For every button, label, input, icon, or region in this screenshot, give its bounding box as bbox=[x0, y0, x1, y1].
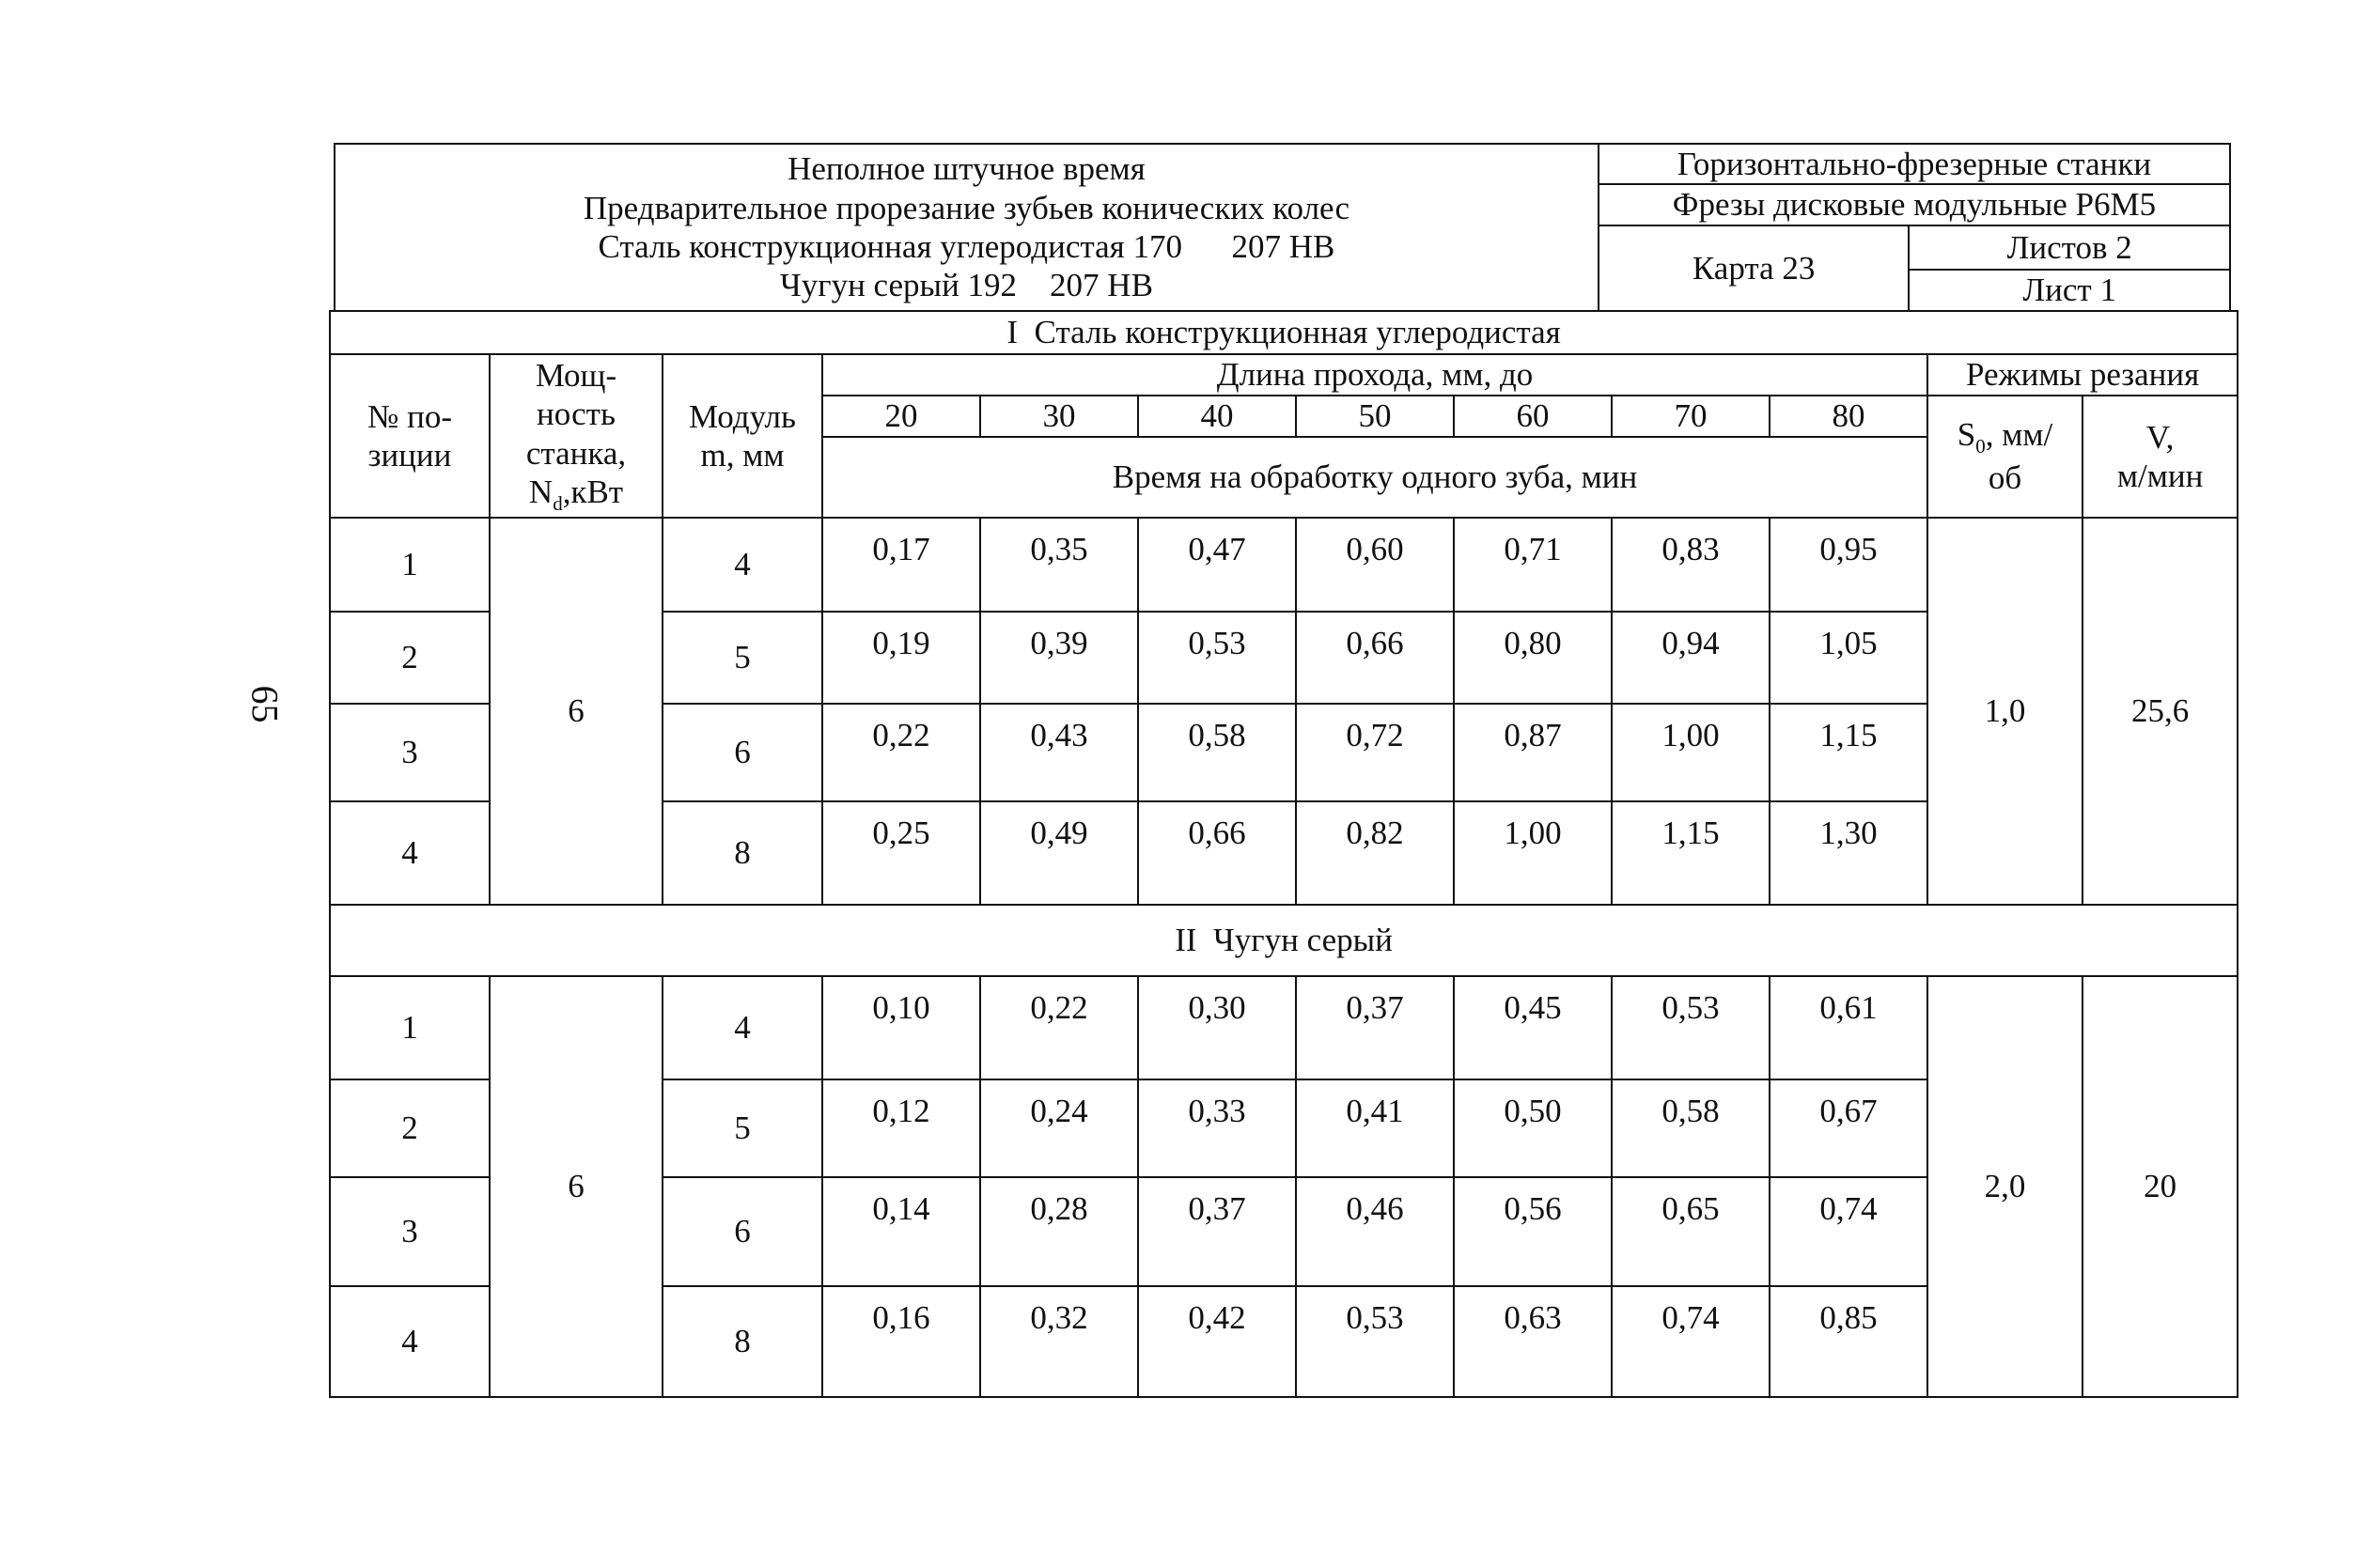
time-cell: 1,15 bbox=[1770, 704, 1927, 801]
length-value: 30 bbox=[980, 396, 1138, 437]
unit-symbol: N bbox=[528, 474, 554, 511]
length-value: 20 bbox=[822, 396, 980, 437]
time-cell: 0,60 bbox=[1296, 518, 1454, 612]
time-cell: 1,30 bbox=[1770, 801, 1927, 905]
col-header-time: Время на обработку одного зуба, мин bbox=[822, 437, 1927, 518]
title-line: Сталь конструкционная углеродистая 170 207 НВ bbox=[598, 228, 1335, 265]
power-cell: 6 bbox=[490, 518, 663, 905]
module-cell: 6 bbox=[663, 704, 822, 801]
document-title bbox=[335, 144, 1599, 311]
unit-subscript: d bbox=[553, 492, 563, 516]
sheets-total: Листов 2 bbox=[1909, 225, 2230, 270]
col-header-feed bbox=[1927, 396, 2082, 518]
position-cell: 4 bbox=[330, 1286, 490, 1397]
time-cell: 1,15 bbox=[1612, 801, 1770, 905]
time-cell: 0,30 bbox=[1138, 976, 1296, 1079]
time-cell: 1,05 bbox=[1770, 612, 1927, 704]
speed-cell: 25,6 bbox=[2082, 518, 2238, 905]
time-cell: 0,82 bbox=[1296, 801, 1454, 905]
time-cell: 0,28 bbox=[980, 1177, 1138, 1286]
col-header-module: Модуль m, мм bbox=[663, 354, 822, 518]
unit-text: ,кВт bbox=[562, 474, 624, 511]
time-cell: 0,35 bbox=[980, 518, 1138, 612]
time-cell: 0,87 bbox=[1454, 704, 1612, 801]
module-cell: 8 bbox=[663, 801, 822, 905]
section-title-steel: I Сталь конструкционная углеродистая bbox=[330, 311, 2238, 354]
module-cell: 5 bbox=[663, 612, 822, 704]
col-header-power bbox=[490, 354, 663, 518]
title-line: Неполное штучное время bbox=[788, 150, 1146, 188]
time-cell: 0,14 bbox=[822, 1177, 980, 1286]
time-cell: 0,53 bbox=[1138, 612, 1296, 704]
time-cell: 0,47 bbox=[1138, 518, 1296, 612]
time-cell: 0,43 bbox=[980, 704, 1138, 801]
length-value: 50 bbox=[1296, 396, 1454, 437]
time-cell: 0,37 bbox=[1296, 976, 1454, 1079]
tool-name: Фрезы дисковые модульные Р6М5 bbox=[1599, 184, 2230, 225]
time-cell: 0,53 bbox=[1296, 1286, 1454, 1397]
time-cell: 0,39 bbox=[980, 612, 1138, 704]
position-cell: 1 bbox=[330, 976, 490, 1079]
position-cell: 3 bbox=[330, 1177, 490, 1286]
feed-cell: 2,0 bbox=[1927, 976, 2082, 1397]
module-cell: 5 bbox=[663, 1079, 822, 1177]
time-cell: 0,49 bbox=[980, 801, 1138, 905]
time-cell: 0,58 bbox=[1612, 1079, 1770, 1177]
time-cell: 0,46 bbox=[1296, 1177, 1454, 1286]
time-cell: 0,32 bbox=[980, 1286, 1138, 1397]
sheet-number: Лист 1 bbox=[1909, 270, 2230, 311]
time-cell: 0,42 bbox=[1138, 1286, 1296, 1397]
machine-type: Горизонтально-фрезерные станки bbox=[1599, 144, 2230, 184]
length-value: 70 bbox=[1612, 396, 1770, 437]
feed-symbol: S bbox=[1957, 416, 1976, 454]
time-cell: 0,22 bbox=[980, 976, 1138, 1079]
col-header-position: № по- зиции bbox=[330, 354, 490, 518]
feed-cell: 1,0 bbox=[1927, 518, 2082, 905]
time-cell: 0,66 bbox=[1296, 612, 1454, 704]
col-header-power-line: Мощ- bbox=[535, 357, 617, 395]
time-cell: 0,94 bbox=[1612, 612, 1770, 704]
module-cell: 4 bbox=[663, 518, 822, 612]
time-cell: 0,24 bbox=[980, 1079, 1138, 1177]
length-value: 60 bbox=[1454, 396, 1612, 437]
section-title-cast-iron: II Чугун серый bbox=[330, 905, 2238, 976]
position-cell: 4 bbox=[330, 801, 490, 905]
time-cell: 0,61 bbox=[1770, 976, 1927, 1079]
time-cell: 0,25 bbox=[822, 801, 980, 905]
time-cell: 0,53 bbox=[1612, 976, 1770, 1079]
position-cell: 3 bbox=[330, 704, 490, 801]
norms-table bbox=[329, 310, 2238, 1398]
table-row bbox=[330, 976, 2238, 1079]
time-cell: 0,74 bbox=[1770, 1177, 1927, 1286]
time-cell: 0,22 bbox=[822, 704, 980, 801]
time-cell: 1,00 bbox=[1454, 801, 1612, 905]
time-cell: 0,16 bbox=[822, 1286, 980, 1397]
time-cell: 0,63 bbox=[1454, 1286, 1612, 1397]
time-cell: 0,83 bbox=[1612, 518, 1770, 612]
length-value: 40 bbox=[1138, 396, 1296, 437]
col-header-power-unit bbox=[491, 473, 662, 516]
time-cell: 0,45 bbox=[1454, 976, 1612, 1079]
position-cell: 2 bbox=[330, 612, 490, 704]
header-table bbox=[334, 143, 2231, 312]
title-line: Чугун серый 192 207 НВ bbox=[779, 267, 1153, 304]
position-cell: 2 bbox=[330, 1079, 490, 1177]
feed-unit: , мм/ об bbox=[1985, 416, 2053, 497]
power-cell: 6 bbox=[490, 976, 663, 1397]
time-cell: 0,56 bbox=[1454, 1177, 1612, 1286]
col-header-length: Длина прохода, мм, до bbox=[822, 354, 1927, 396]
time-cell: 0,41 bbox=[1296, 1079, 1454, 1177]
time-cell: 0,12 bbox=[822, 1079, 980, 1177]
col-header-speed: V, м/мин bbox=[2082, 396, 2238, 518]
position-cell: 1 bbox=[330, 518, 490, 612]
time-cell: 0,72 bbox=[1296, 704, 1454, 801]
time-cell: 0,33 bbox=[1138, 1079, 1296, 1177]
time-cell: 0,80 bbox=[1454, 612, 1612, 704]
col-header-power-line: станка, bbox=[525, 434, 627, 472]
time-cell: 0,95 bbox=[1770, 518, 1927, 612]
time-cell: 0,71 bbox=[1454, 518, 1612, 612]
module-cell: 6 bbox=[663, 1177, 822, 1286]
length-value: 80 bbox=[1770, 396, 1927, 437]
col-header-modes: Режимы резания bbox=[1927, 354, 2238, 396]
time-cell: 0,10 bbox=[822, 976, 980, 1079]
module-cell: 4 bbox=[663, 976, 822, 1079]
time-cell: 1,00 bbox=[1612, 704, 1770, 801]
title-line: Предварительное прорезание зубьев конических колес bbox=[583, 189, 1349, 226]
time-cell: 0,17 bbox=[822, 518, 980, 612]
time-cell: 0,19 bbox=[822, 612, 980, 704]
time-cell: 0,65 bbox=[1612, 1177, 1770, 1286]
time-cell: 0,67 bbox=[1770, 1079, 1927, 1177]
module-cell: 8 bbox=[663, 1286, 822, 1397]
time-cell: 0,66 bbox=[1138, 801, 1296, 905]
time-cell: 0,58 bbox=[1138, 704, 1296, 801]
time-cell: 0,74 bbox=[1612, 1286, 1770, 1397]
time-cell: 0,37 bbox=[1138, 1177, 1296, 1286]
time-cell: 0,85 bbox=[1770, 1286, 1927, 1397]
card-number: Карта 23 bbox=[1599, 225, 1910, 311]
time-cell: 0,50 bbox=[1454, 1079, 1612, 1177]
table-row bbox=[330, 518, 2238, 612]
page-number: 65 bbox=[243, 685, 287, 723]
feed-subscript: 0 bbox=[1975, 435, 1986, 458]
speed-cell: 20 bbox=[2082, 976, 2238, 1397]
col-header-power-line: ность bbox=[537, 396, 616, 433]
